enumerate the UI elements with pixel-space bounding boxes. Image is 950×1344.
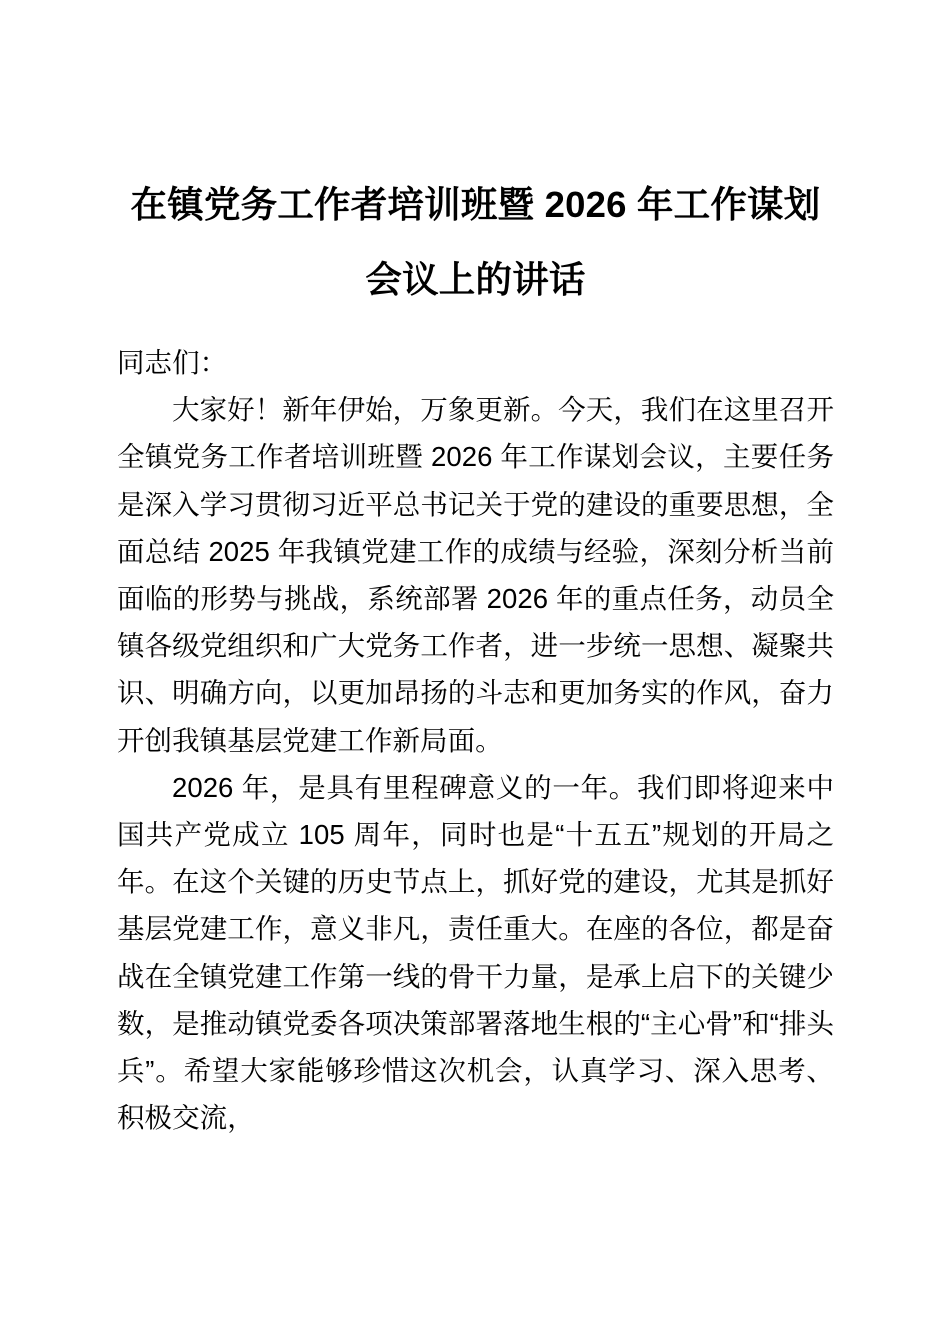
body-paragraph-1: 大家好！新年伊始，万象更新。今天，我们在这里召开全镇党务工作者培训班暨 2026 年工作谋划会议，主要任务是深入学习贯彻习近平总书记关于党的建设的重要思想，全面总结 2025 年我镇党建工作的成绩与经验，深刻分析当前面临的形势与挑战，系统部署 2026 年的重点任务，动员全镇各级党组织和广大党务工作者，进一步统一思想、凝聚共识、明确方向，以更加昂扬的斗志和更加务实的作风，奋力开创我镇基层党建工作新局面。 [117, 394, 834, 756]
body-paragraph-2: 2026 年，是具有里程碑意义的一年。我们即将迎来中国共产党成立 105 周年，同时也是“十五五”规划的开局之年。在这个关键的历史节点上，抓好党的建设，尤其是抓好基层党建工作，意义非凡，责任重大。在座的各位，都是奋战在全镇党建工作第一线的骨干力量，是承上启下的关键少数，是推动镇党委各项决策部署落地生根的“主心骨”和“排头兵”。希望大家能够珍惜这次机会，认真学习、深入思考、积极交流， [117, 771, 834, 1134]
document-text-column [117, 0, 834, 1141]
salutation-line: 同志们： [117, 347, 228, 378]
document-content [117, 339, 834, 1141]
title-line-2: 会议上的讲话 [365, 259, 586, 300]
title-line-1: 在镇党务工作者培训班暨 2026 年工作谋划 [130, 184, 821, 225]
document-title [117, 0, 834, 317]
